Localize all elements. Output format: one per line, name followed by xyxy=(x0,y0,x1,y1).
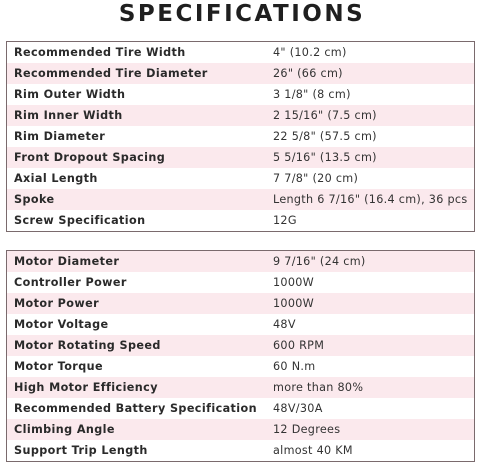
spec-label: Screw Specification xyxy=(14,214,146,227)
spec-label: Motor Rotating Speed xyxy=(14,339,161,352)
table-row xyxy=(7,42,474,63)
spec-label: Recommended Tire Width xyxy=(14,46,186,59)
spec-label: Climbing Angle xyxy=(14,423,115,436)
table-row xyxy=(7,105,474,126)
table-row xyxy=(7,335,474,356)
spec-value: more than 80% xyxy=(273,381,364,394)
spec-label: High Motor Efficiency xyxy=(14,381,158,394)
spec-value: 3 1/8" (8 cm) xyxy=(273,88,351,101)
table-row xyxy=(7,168,474,189)
spec-label: Recommended Tire Diameter xyxy=(14,67,208,80)
spec-label: Rim Outer Width xyxy=(14,88,126,101)
spec-label: Motor Power xyxy=(14,297,99,310)
spec-label: Recommended Battery Specification xyxy=(14,402,257,415)
table-row xyxy=(7,272,474,293)
table-row xyxy=(7,398,474,419)
spec-value: 2 15/16" (7.5 cm) xyxy=(273,109,377,122)
table-row xyxy=(7,314,474,335)
table-row xyxy=(7,356,474,377)
spec-label: Motor Torque xyxy=(14,360,103,373)
table-row xyxy=(7,440,474,461)
table-row xyxy=(7,251,474,272)
wheel-specifications-table xyxy=(6,41,475,232)
table-row xyxy=(7,147,474,168)
spec-label: Rim Diameter xyxy=(14,130,106,143)
spec-label: Axial Length xyxy=(14,172,98,185)
table-row xyxy=(7,84,474,105)
spec-value: 60 N.m xyxy=(273,360,316,373)
spec-label: Controller Power xyxy=(14,276,127,289)
spec-value: 48V/30A xyxy=(273,402,323,415)
spec-value: 26" (66 cm) xyxy=(273,67,343,80)
spec-value: 1000W xyxy=(273,276,315,289)
spec-label: Spoke xyxy=(14,193,55,206)
table-row xyxy=(7,210,474,231)
spec-value: 9 7/16" (24 cm) xyxy=(273,255,366,268)
spec-label: Motor Diameter xyxy=(14,255,120,268)
spec-value: 48V xyxy=(273,318,296,331)
spec-value: 1000W xyxy=(273,297,315,310)
spec-value: 12G xyxy=(273,214,297,227)
spec-value: 600 RPM xyxy=(273,339,325,352)
spec-label: Support Trip Length xyxy=(14,444,148,457)
spec-value: 7 7/8" (20 cm) xyxy=(273,172,359,185)
page-title: SPECIFICATIONS xyxy=(118,1,366,27)
table-row xyxy=(7,63,474,84)
spec-label: Rim Inner Width xyxy=(14,109,123,122)
table-row xyxy=(7,189,474,210)
spec-label: Front Dropout Spacing xyxy=(14,151,166,164)
table-row xyxy=(7,419,474,440)
spec-value: 22 5/8" (57.5 cm) xyxy=(273,130,377,143)
table-row xyxy=(7,126,474,147)
spec-value: 12 Degrees xyxy=(273,423,341,436)
motor-specifications-table xyxy=(6,250,475,462)
spec-value: Length 6 7/16" (16.4 cm), 36 pcs xyxy=(273,193,468,206)
table-row xyxy=(7,293,474,314)
table-row xyxy=(7,377,474,398)
spec-label: Motor Voltage xyxy=(14,318,109,331)
spec-value: 5 5/16" (13.5 cm) xyxy=(273,151,377,164)
spec-value: 4" (10.2 cm) xyxy=(273,46,347,59)
spec-value: almost 40 KM xyxy=(273,444,353,457)
